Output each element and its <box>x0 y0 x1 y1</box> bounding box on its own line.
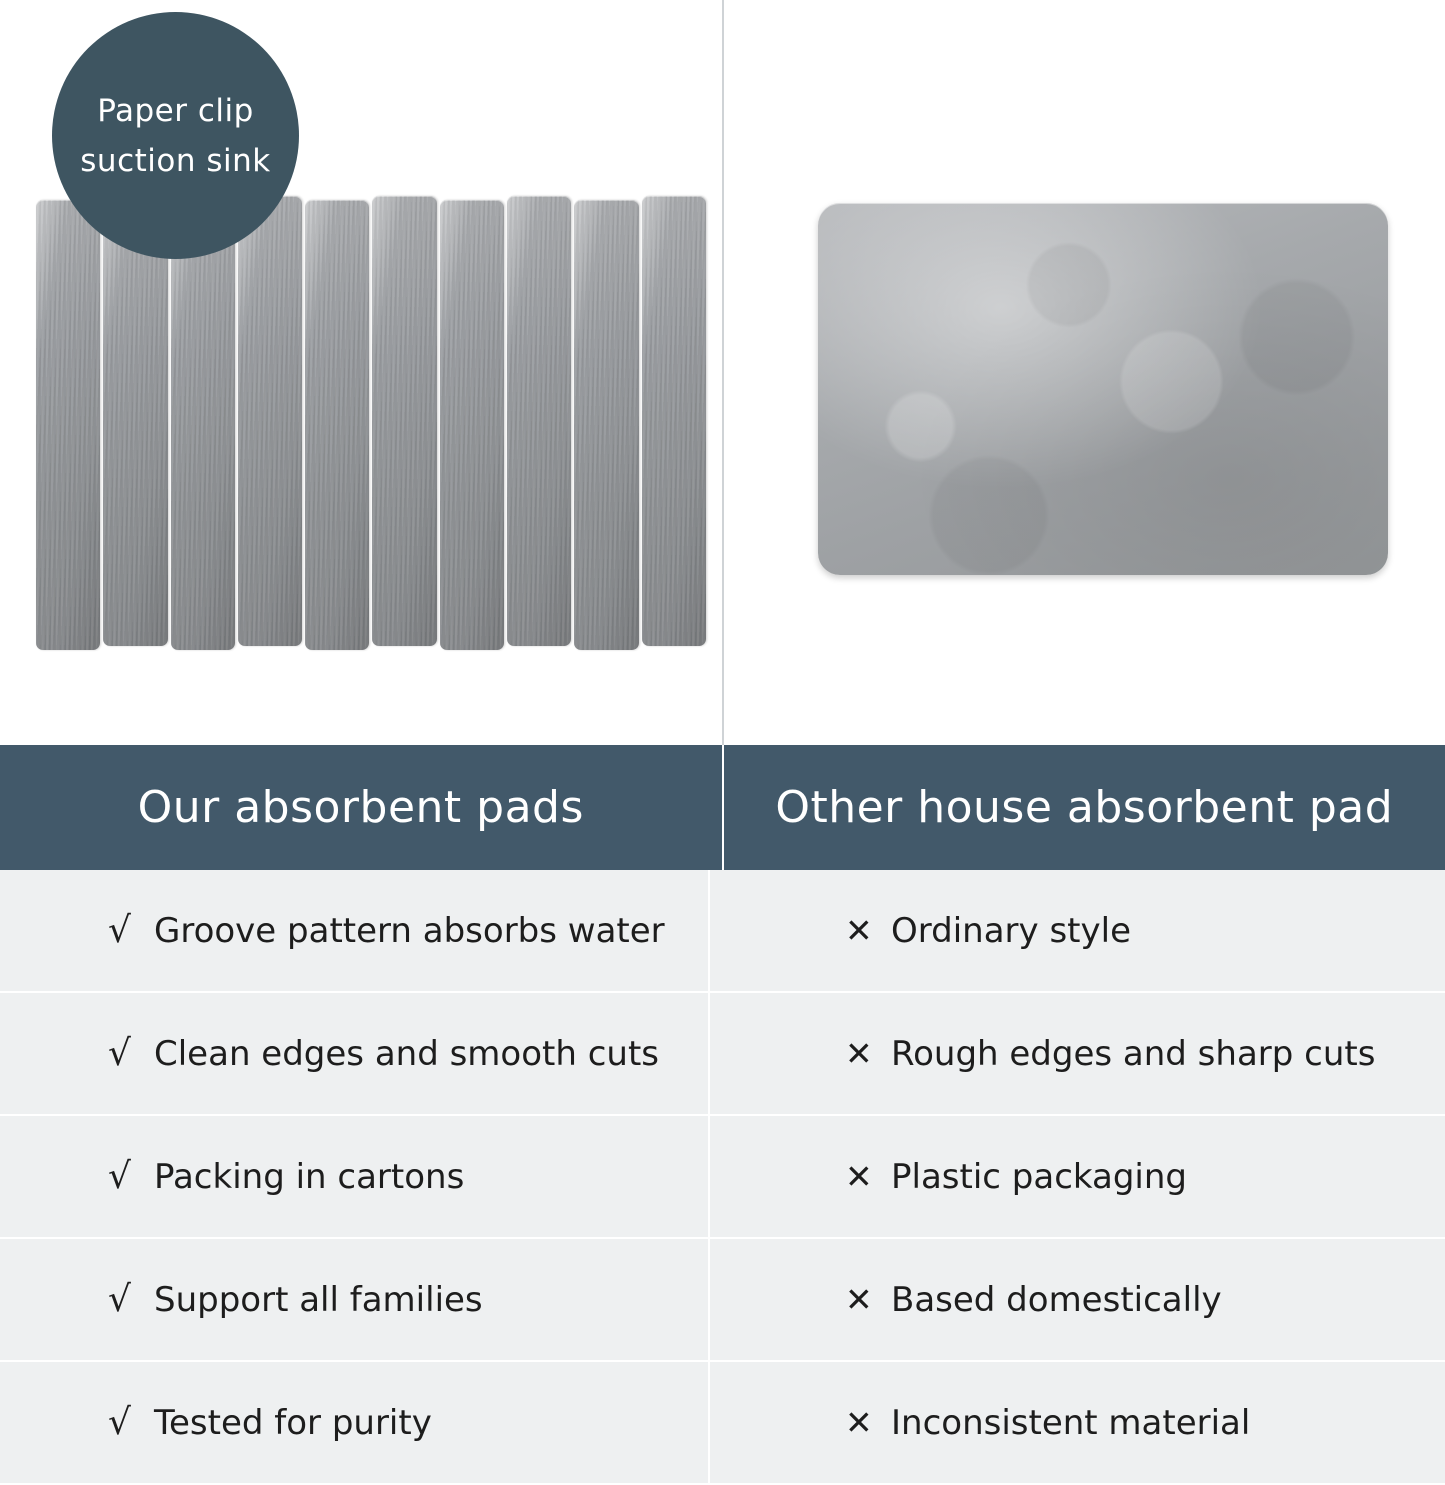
cell-ours <box>0 870 710 991</box>
cell-ours-label: Packing in cartons <box>154 1157 708 1197</box>
cross-icon: ✕ <box>845 1403 891 1442</box>
promo-badge-text: Paper clip suction sink <box>52 86 299 186</box>
check-icon: √ <box>108 1402 154 1443</box>
cell-other-label: Inconsistent material <box>891 1403 1445 1443</box>
table-row <box>0 870 1445 993</box>
column-header-ours: Our absorbent pads <box>0 745 724 870</box>
cell-other-label: Plastic packaging <box>891 1157 1445 1197</box>
column-header-other: Other house absorbent pad <box>724 745 1445 870</box>
cell-other <box>710 993 1445 1114</box>
pad-strip <box>103 196 167 646</box>
cell-other <box>710 1239 1445 1360</box>
check-icon: √ <box>108 1279 154 1320</box>
table-row <box>0 1239 1445 1362</box>
cell-other <box>710 870 1445 991</box>
check-icon: √ <box>108 910 154 951</box>
cell-ours <box>0 1116 710 1237</box>
cell-ours <box>0 1362 710 1483</box>
grooved-pads-stack-image <box>36 198 706 648</box>
pad-strip <box>507 196 571 646</box>
pad-strip <box>36 200 100 650</box>
pad-strip <box>372 196 436 646</box>
pad-strip <box>305 200 369 650</box>
cell-other <box>710 1362 1445 1483</box>
cell-ours <box>0 993 710 1114</box>
promo-badge <box>52 12 299 259</box>
cell-other <box>710 1116 1445 1237</box>
comparison-table <box>0 745 1445 1485</box>
pad-strip <box>642 196 706 646</box>
pad-strip <box>171 200 235 650</box>
cross-icon: ✕ <box>845 1157 891 1196</box>
table-row <box>0 993 1445 1116</box>
cell-other-label: Ordinary style <box>891 911 1445 951</box>
cross-icon: ✕ <box>845 911 891 950</box>
cell-ours-label: Tested for purity <box>154 1403 708 1443</box>
comparison-table-header <box>0 745 1445 870</box>
cell-ours-label: Groove pattern absorbs water <box>154 911 708 951</box>
check-icon: √ <box>108 1156 154 1197</box>
cross-icon: ✕ <box>845 1280 891 1319</box>
cell-ours-label: Clean edges and smooth cuts <box>154 1034 708 1074</box>
plain-pad-image <box>818 203 1388 575</box>
cell-ours <box>0 1239 710 1360</box>
cell-other-label: Based domestically <box>891 1280 1445 1320</box>
hero-vertical-divider <box>722 0 724 745</box>
cell-ours-label: Support all families <box>154 1280 708 1320</box>
table-row <box>0 1362 1445 1485</box>
pad-strip <box>574 200 638 650</box>
cross-icon: ✕ <box>845 1034 891 1073</box>
pad-strip <box>440 200 504 650</box>
check-icon: √ <box>108 1033 154 1074</box>
pad-strip <box>238 196 302 646</box>
cell-other-label: Rough edges and sharp cuts <box>891 1034 1445 1074</box>
table-row <box>0 1116 1445 1239</box>
